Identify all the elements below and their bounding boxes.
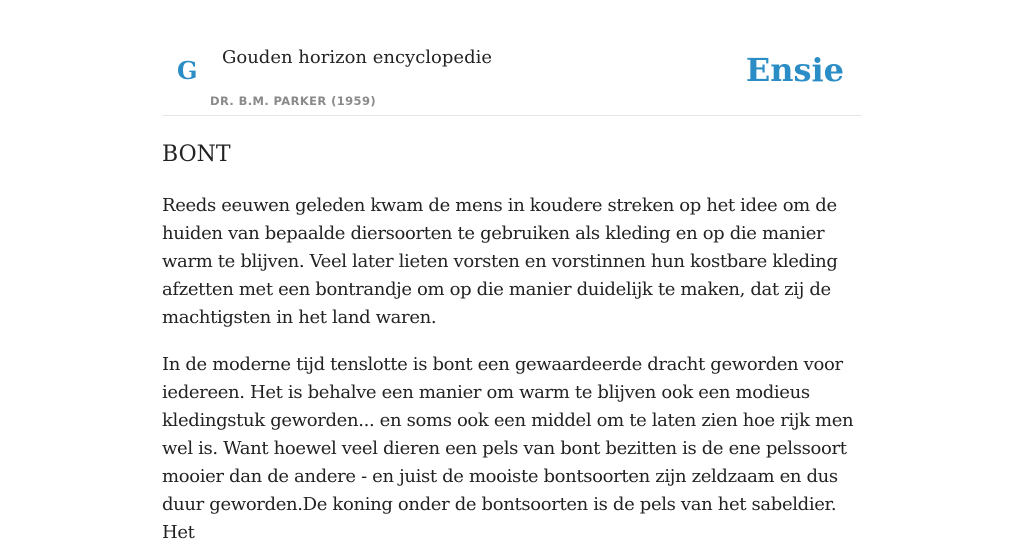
book-logo[interactable]: G — [177, 56, 198, 85]
article-title: BONT — [162, 142, 231, 167]
book-title-link[interactable]: Gouden horizon encyclopedie — [222, 47, 492, 68]
article-paragraph: In de moderne tijd tenslotte is bont een gewaardeerde dracht geworden voor iedereen. Het is behalve een manier om warm te blijven ook een modieus kledingstuk geworden... en soms ook een middel om te laten zien hoe rijk men wel is. Want hoewel veel dieren een pels van bont bezitten is de ene pelssoort mooier dan de andere - en juist de mooiste bontsoorten zijn zeldzaam en dus duur geworden.De koning onder de bontsoorten is de pels van het sabeldier. Het — [162, 354, 854, 543]
ensie-logo-link[interactable]: Ensie — [745, 51, 844, 89]
article — [162, 140, 862, 547]
book-header — [162, 0, 862, 116]
article-paragraph: Reeds eeuwen geleden kwam de mens in koudere streken op het idee om de huiden van bepaalde diersoorten te gebruiken als kleding en op die manier warm te blijven. Veel later lieten vorsten en vorstinnen hun kostbare kleding afzetten met een bontrandje om op die manier duidelijk te maken, dat zij de machtigsten in het land waren. — [162, 195, 838, 328]
book-author: DR. B.M. PARKER (1959) — [210, 94, 377, 108]
